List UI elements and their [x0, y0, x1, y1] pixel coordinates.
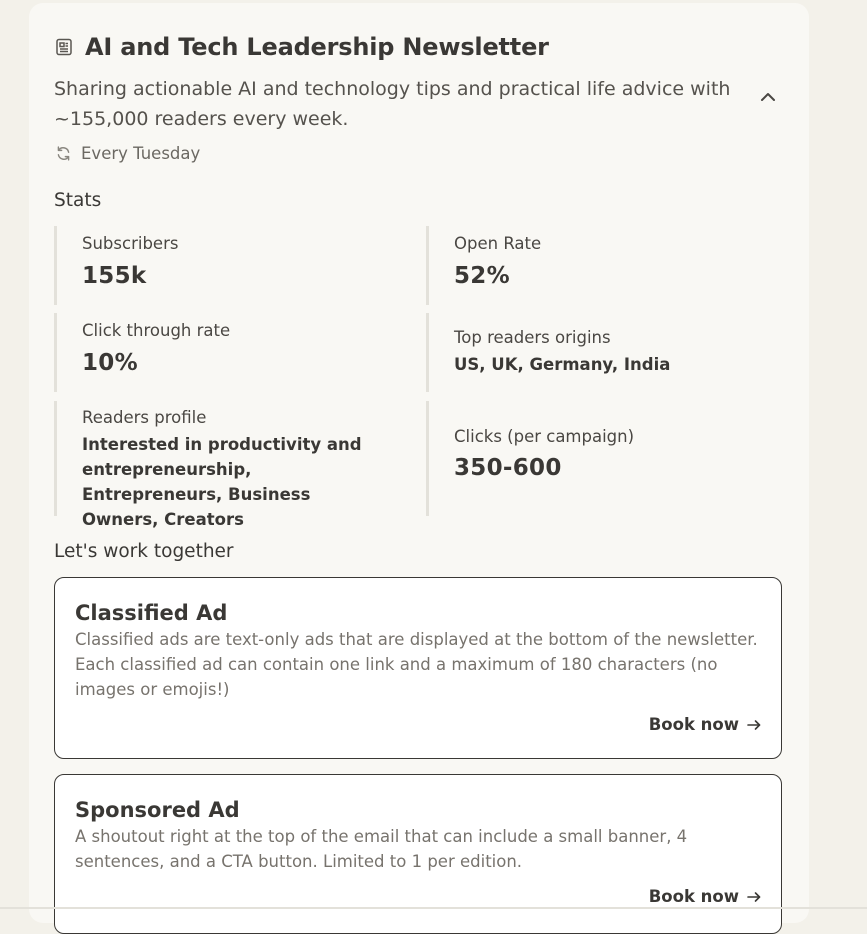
book-now-button[interactable]: [649, 887, 761, 906]
newsletter-card: [29, 3, 809, 923]
stat-label: Readers profile: [82, 408, 207, 427]
stat-value: 52%: [454, 263, 510, 289]
offer-title: Classified Ad: [75, 601, 228, 625]
arrow-right-icon: [747, 891, 761, 903]
offer-description: Classified ads are text-only ads that are displayed at the bottom of the newsletter. Each classified ad can contain one link and a maximum of 180 characters (no images or emojis!): [75, 630, 758, 699]
arrow-right-icon: [747, 719, 761, 731]
frequency-label: Every Tuesday: [81, 144, 201, 163]
frequency: [55, 144, 200, 163]
stat-value: Interested in productivity and entrepreneurship, Entrepreneurs, Business Owners, Creators: [82, 435, 362, 529]
stat-top-readers-origins: [426, 313, 771, 392]
title-row: [54, 33, 549, 61]
offer-card-classified-ad[interactable]: [54, 577, 782, 759]
book-now-label: Book now: [648, 887, 739, 906]
work-heading: Let's work together: [54, 541, 234, 562]
chevron-up-icon[interactable]: [758, 87, 778, 107]
stat-label: Click through rate: [82, 321, 231, 340]
stat-value: 10%: [82, 350, 138, 376]
stat-label: Subscribers: [82, 234, 179, 253]
newsletter-icon: [54, 37, 74, 57]
stat-value: 155k: [82, 263, 147, 289]
offer-description: A shoutout right at the top of the email that can include a small banner, 4 sentences, and a CTA button. Limited to 1 per edition.: [75, 827, 688, 871]
stat-value: 350-600: [454, 455, 562, 481]
offer-card-sponsored-ad[interactable]: [54, 774, 782, 934]
refresh-icon: [55, 145, 72, 162]
stat-click-through-rate: [54, 313, 399, 392]
stat-readers-profile: [54, 401, 399, 529]
stat-subscribers: [54, 226, 399, 305]
newsletter-description: Sharing actionable AI and technology tips and practical life advice with ~155,000 readers every week.: [54, 78, 731, 130]
stat-open-rate: [426, 226, 771, 305]
newsletter-title: AI and Tech Leadership Newsletter: [85, 33, 549, 61]
stat-label: Clicks (per campaign): [454, 427, 635, 446]
stat-label: Open Rate: [454, 234, 542, 253]
stats-heading: Stats: [54, 190, 102, 211]
book-now-label: Book now: [648, 715, 739, 734]
stat-clicks-per-campaign: [426, 401, 771, 516]
book-now-button[interactable]: [649, 715, 761, 734]
stat-label: Top readers origins: [454, 328, 611, 347]
stat-value: US, UK, Germany, India: [454, 355, 671, 374]
offer-title: Sponsored Ad: [75, 798, 240, 822]
